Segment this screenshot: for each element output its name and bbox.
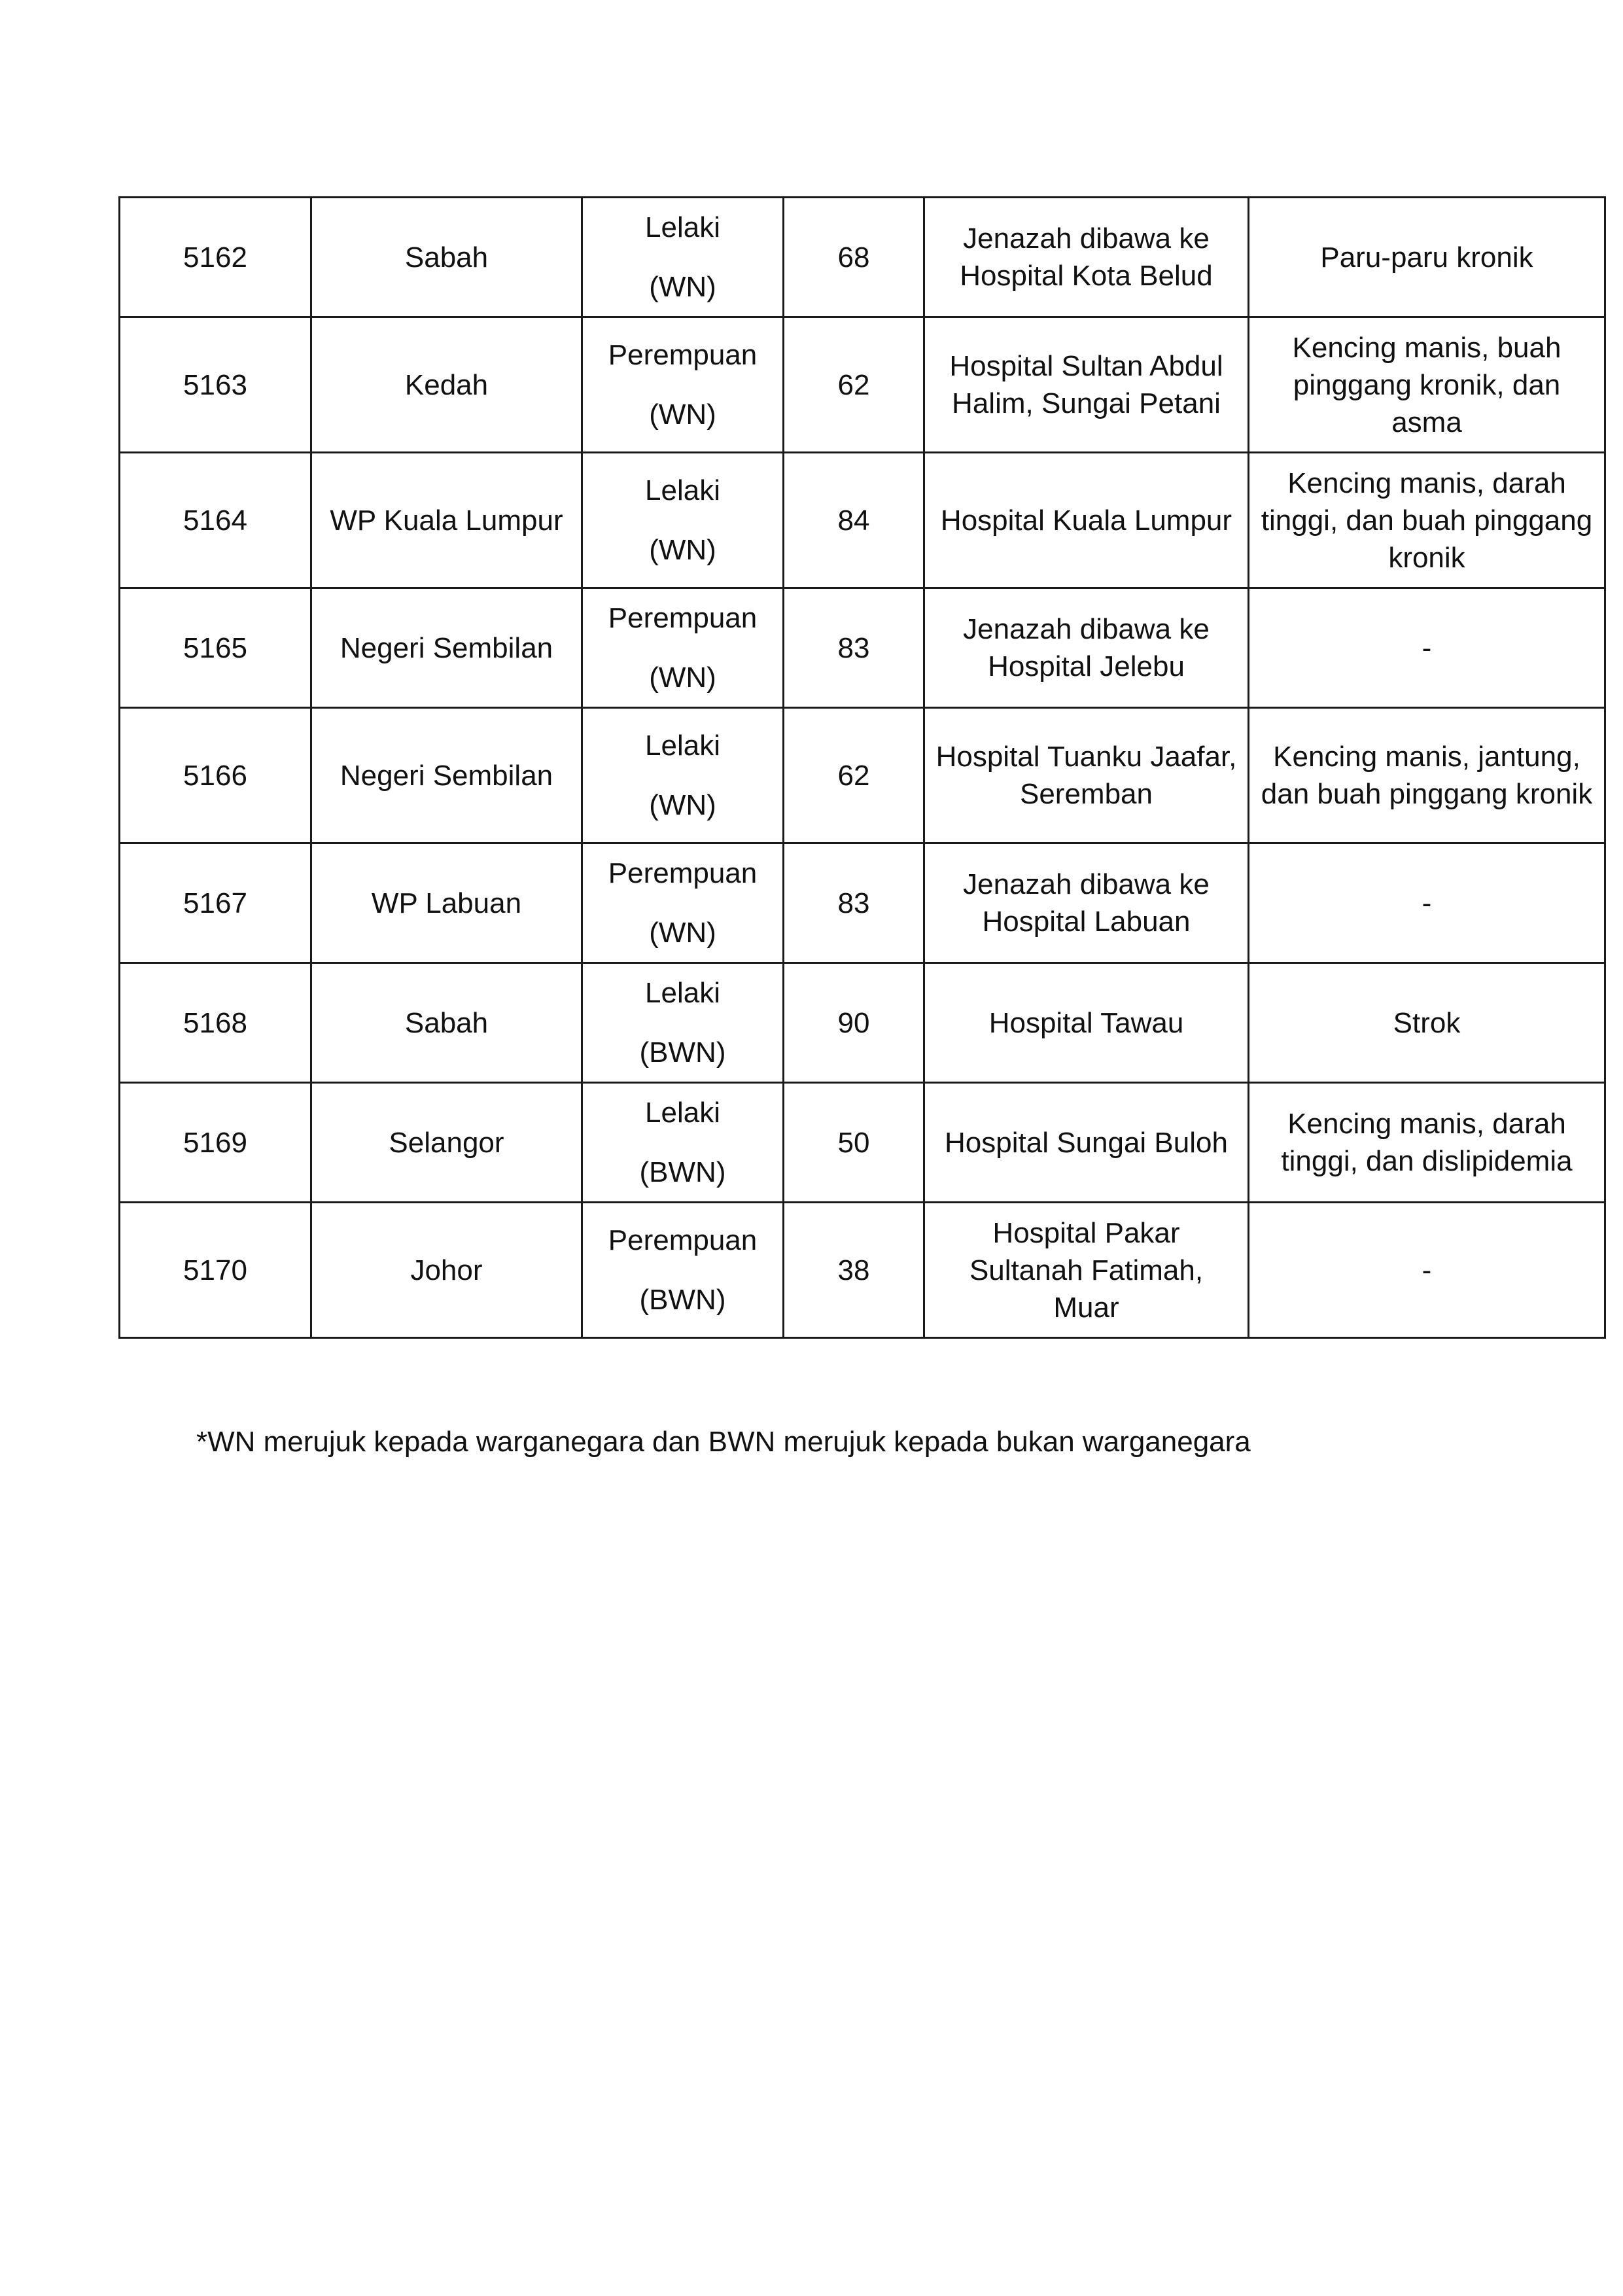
age-cell <box>784 1203 924 1338</box>
age-cell <box>784 843 924 963</box>
line-gap <box>592 246 773 268</box>
state-cell <box>311 1083 582 1203</box>
place-of-death-cell <box>924 453 1249 588</box>
table-row <box>120 588 1605 708</box>
gender-text: Perempuan <box>608 339 758 371</box>
citizenship-text: (BWN) <box>639 1284 726 1316</box>
citizenship-text: (WN) <box>649 534 716 566</box>
citizenship-text: (BWN) <box>639 1036 726 1069</box>
citizenship-text: (WN) <box>649 662 716 694</box>
citizenship-text: (BWN) <box>639 1156 726 1188</box>
case-number-cell <box>120 843 311 963</box>
gender-cell <box>582 1203 784 1338</box>
case-number-cell-text: 5166 <box>183 759 247 792</box>
age-cell-text: 38 <box>837 1254 870 1286</box>
state-cell-text: Selangor <box>389 1126 504 1159</box>
table-row <box>120 708 1605 843</box>
state-cell <box>311 453 582 588</box>
comorbidities-cell-text: Kencing manis, jantung, dan buah pinggang kronik <box>1261 741 1593 810</box>
state-cell-text: Kedah <box>404 368 489 401</box>
age-cell <box>784 198 924 317</box>
state-cell-text: Negeri Sembilan <box>340 631 553 664</box>
comorbidities-cell <box>1249 963 1605 1083</box>
gender-cell <box>582 1083 784 1203</box>
table-row <box>120 1203 1605 1338</box>
comorbidities-cell-text: Kencing manis, darah tinggi, dan dislipidemia <box>1281 1108 1573 1177</box>
case-number-cell <box>120 1203 311 1338</box>
case-number-cell <box>120 708 311 843</box>
case-number-cell <box>120 317 311 453</box>
gender-cell <box>582 708 784 843</box>
comorbidities-cell-text: Kencing manis, buah pinggang kronik, dan asma <box>1292 331 1562 438</box>
gender-cell <box>582 588 784 708</box>
place-of-death-cell <box>924 963 1249 1083</box>
age-cell <box>784 317 924 453</box>
state-cell-text: Negeri Sembilan <box>340 759 553 792</box>
comorbidities-cell <box>1249 1083 1605 1203</box>
gender-cell <box>582 453 784 588</box>
comorbidities-cell-text: - <box>1422 887 1432 919</box>
age-cell-text: 62 <box>837 759 870 792</box>
state-cell-text: Sabah <box>404 241 489 274</box>
gender-text: Perempuan <box>608 857 758 889</box>
age-cell-text: 84 <box>837 504 870 537</box>
age-cell <box>784 963 924 1083</box>
place-of-death-cell-text: Hospital Kuala Lumpur <box>940 504 1232 537</box>
gender-text: Lelaki <box>645 211 720 243</box>
case-number-cell <box>120 588 311 708</box>
place-of-death-cell-text: Hospital Tawau <box>988 1006 1184 1039</box>
place-of-death-cell <box>924 1203 1249 1338</box>
line-gap <box>592 509 773 531</box>
table-body <box>120 198 1605 1338</box>
state-cell-text: Johor <box>410 1254 483 1286</box>
table-row <box>120 963 1605 1083</box>
citizenship-text: (WN) <box>649 789 716 821</box>
death-cases-table <box>118 196 1606 1339</box>
state-cell <box>311 843 582 963</box>
age-cell <box>784 1083 924 1203</box>
place-of-death-cell-text: Hospital Sultan Abdul Halim, Sungai Petani <box>949 350 1223 419</box>
case-number-cell-text: 5169 <box>183 1126 247 1159</box>
case-number-cell-text: 5164 <box>183 504 247 537</box>
place-of-death-cell-text: Jenazah dibawa ke Hospital Kota Belud <box>960 222 1213 292</box>
gender-text: Lelaki <box>645 977 720 1009</box>
case-number-cell-text: 5163 <box>183 368 247 401</box>
gender-text: Perempuan <box>608 1224 758 1256</box>
case-number-cell <box>120 1083 311 1203</box>
state-cell <box>311 708 582 843</box>
comorbidities-cell-text: Paru-paru kronik <box>1320 241 1533 274</box>
comorbidities-cell-text: - <box>1422 631 1432 664</box>
table-row <box>120 843 1605 963</box>
state-cell <box>311 1203 582 1338</box>
line-gap <box>592 637 773 659</box>
comorbidities-cell <box>1249 198 1605 317</box>
gender-cell <box>582 843 784 963</box>
comorbidities-cell <box>1249 453 1605 588</box>
place-of-death-cell-text: Jenazah dibawa ke Hospital Jelebu <box>963 613 1210 682</box>
citizenship-text: (WN) <box>649 271 716 303</box>
case-number-cell <box>120 453 311 588</box>
citizenship-text: (WN) <box>649 398 716 431</box>
line-gap <box>592 1012 773 1034</box>
table-row <box>120 1083 1605 1203</box>
place-of-death-cell <box>924 317 1249 453</box>
place-of-death-cell-text: Hospital Pakar Sultanah Fatimah, Muar <box>969 1216 1204 1324</box>
place-of-death-cell <box>924 1083 1249 1203</box>
state-cell-text: WP Kuala Lumpur <box>330 504 563 537</box>
gender-cell <box>582 317 784 453</box>
line-gap <box>592 764 773 786</box>
comorbidities-cell <box>1249 588 1605 708</box>
age-cell-text: 62 <box>837 368 870 401</box>
case-number-cell <box>120 963 311 1083</box>
age-cell-text: 68 <box>837 241 870 274</box>
line-gap <box>592 374 773 396</box>
table-row <box>120 453 1605 588</box>
comorbidities-cell <box>1249 1203 1605 1338</box>
case-number-cell-text: 5165 <box>183 631 247 664</box>
age-cell-text: 90 <box>837 1006 870 1039</box>
place-of-death-cell-text: Hospital Tuanku Jaafar, Seremban <box>935 741 1237 810</box>
age-cell <box>784 708 924 843</box>
age-cell-text: 50 <box>837 1126 870 1159</box>
line-gap <box>592 1259 773 1281</box>
table-row <box>120 317 1605 453</box>
line-gap <box>592 892 773 914</box>
gender-cell <box>582 198 784 317</box>
case-number-cell-text: 5168 <box>183 1006 247 1039</box>
state-cell <box>311 198 582 317</box>
table-row <box>120 198 1605 317</box>
gender-text: Lelaki <box>645 730 720 762</box>
place-of-death-cell <box>924 708 1249 843</box>
state-cell <box>311 963 582 1083</box>
case-number-cell-text: 5162 <box>183 241 247 274</box>
state-cell-text: Sabah <box>404 1006 489 1039</box>
gender-cell <box>582 963 784 1083</box>
place-of-death-cell <box>924 843 1249 963</box>
citizenship-text: (WN) <box>649 917 716 949</box>
state-cell-text: WP Labuan <box>371 887 522 919</box>
age-cell <box>784 588 924 708</box>
gender-text: Perempuan <box>608 602 758 634</box>
line-gap <box>592 1131 773 1154</box>
age-cell-text: 83 <box>837 631 870 664</box>
comorbidities-cell-text: - <box>1422 1254 1432 1286</box>
state-cell <box>311 588 582 708</box>
comorbidities-cell-text: Strok <box>1393 1006 1461 1039</box>
case-number-cell-text: 5170 <box>183 1254 247 1286</box>
footnote: *WN merujuk kepada warganegara dan BWN merujuk kepada bukan warganegara <box>196 1426 1251 1458</box>
comorbidities-cell <box>1249 843 1605 963</box>
place-of-death-cell-text: Jenazah dibawa ke Hospital Labuan <box>963 868 1210 938</box>
place-of-death-cell-text: Hospital Sungai Buloh <box>945 1126 1228 1159</box>
comorbidities-cell <box>1249 708 1605 843</box>
gender-text: Lelaki <box>645 1097 720 1129</box>
case-number-cell-text: 5167 <box>183 887 247 919</box>
gender-text: Lelaki <box>645 474 720 506</box>
place-of-death-cell <box>924 198 1249 317</box>
place-of-death-cell <box>924 588 1249 708</box>
age-cell <box>784 453 924 588</box>
age-cell-text: 83 <box>837 887 870 919</box>
case-number-cell <box>120 198 311 317</box>
comorbidities-cell <box>1249 317 1605 453</box>
comorbidities-cell-text: Kencing manis, darah tinggi, dan buah pinggang kronik <box>1261 467 1593 574</box>
state-cell <box>311 317 582 453</box>
